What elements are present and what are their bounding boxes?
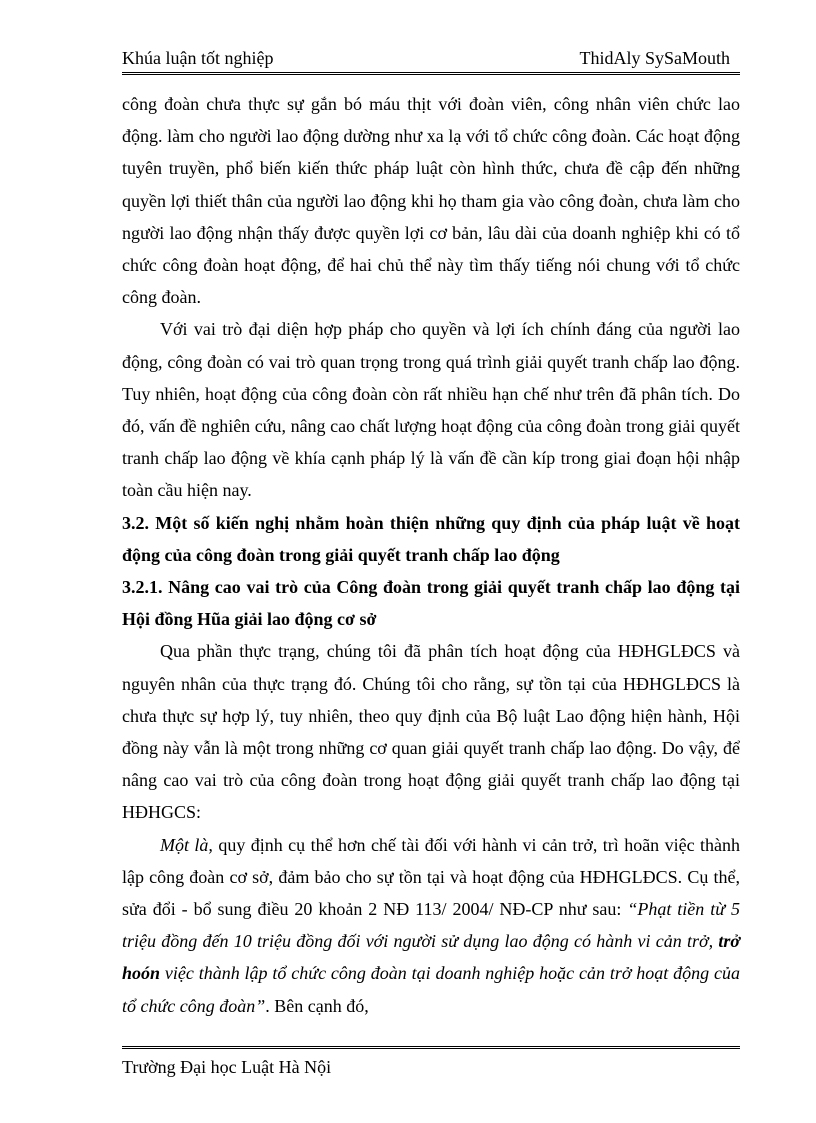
page-body <box>122 88 740 1022</box>
paragraph-1: công đoàn chưa thực sự gắn bó máu thịt với đoàn viên, công nhân viên chức lao động. làm cho người lao động dường như xa lạ với tổ chức công đoàn. Các hoạt động tuyên truyền, phổ biến kiến thức pháp luật còn hình thức, chưa đề cập đến những quyền lợi thiết thân của người lao động khi họ tham gia vào công đoàn, chưa làm cho người lao động nhận thấy được quyền lợi cơ bản, lâu dài của doanh nghiệp khi có tổ chức công đoàn hoạt động, để hai chủ thể này tìm thấy tiếng nói chung với tổ chức công đoàn. <box>122 94 740 308</box>
paragraph-4-text: quy định cụ thể hơn chế tài đối với hành vi cản trở, trì hoãn việc thành lập công đoàn cơ sở, đảm bảo cho sự tồn tại và hoạt động của HĐHGLĐCS. Cụ thể, sửa đổi - bổ sung điều 20 khoản 2 NĐ 113/ 2004/ NĐ-CP như sau: <box>122 834 740 920</box>
section-heading-3-2: 3.2. Một số kiến nghị nhằm hoàn thiện những quy định của pháp luật về hoạt động của công đoàn trong giải quyết tranh chấp lao động <box>122 512 740 565</box>
page-footer <box>122 1046 740 1078</box>
paragraph-2: Với vai trò đại diện hợp pháp cho quyền và lợi ích chính đáng của người lao động, công đoàn có vai trò quan trọng trong quá trình giải quyết tranh chấp lao động. Tuy nhiên, hoạt động của công đoàn còn rất nhiều hạn chế như trên đã phân tích. Do đó, vấn đề nghiên cứu, nâng cao chất lượng hoạt động của công đoàn trong giải quyết tranh chấp lao động về khía cạnh pháp lý là vấn đề cần kíp trong giai đoạn hội nhập toàn cầu hiện nay. <box>122 319 740 501</box>
paragraph-4-end: . Bên cạnh đó, <box>265 995 369 1016</box>
page-header <box>122 46 740 75</box>
paragraph-3: Qua phần thực trạng, chúng tôi đã phân tích hoạt động của HĐHGLĐCS và nguyên nhân của thực trạng đó. Chúng tôi cho rằng, sự tồn tại của HĐHGLĐCS là chưa thực sự hợp lý, tuy nhiên, theo quy định của Bộ luật Lao động hiện hành, Hội đồng này vẫn là một trong những cơ quan giải quyết tranh chấp lao động. Do vậy, để nâng cao vai trò của công đoàn trong hoạt động giải quyết tranh chấp lao động tại HĐHGCS: <box>122 641 740 823</box>
paragraph-4-quote-b: trở hoón <box>122 931 740 984</box>
header-author: ThidAly SySaMouth <box>579 48 730 68</box>
section-heading-3-2-1: 3.2.1. Nâng cao vai trò của Công đoàn trong giải quyết tranh chấp lao động tại Hội đồng Hũa giải lao động cơ sở <box>122 577 740 630</box>
paragraph-4 <box>122 829 740 1022</box>
footer-institution: Trường Đại học Luật Hà Nội <box>122 1057 332 1077</box>
paragraph-4-lead: Một là, <box>160 834 213 855</box>
paragraph-4-quote-a: “Phạt tiền từ 5 triệu đồng đến 10 triệu đồng đối với người sử dụng lao động có hành vi cản trở, <box>122 899 740 952</box>
paragraph-4-quote-c: việc thành lập tổ chức công đoàn tại doanh nghiệp hoặc cản trở hoạt động của tổ chức công đoàn” <box>122 963 740 1016</box>
header-left-title: Khúa luận tốt nghiệp <box>122 48 274 68</box>
